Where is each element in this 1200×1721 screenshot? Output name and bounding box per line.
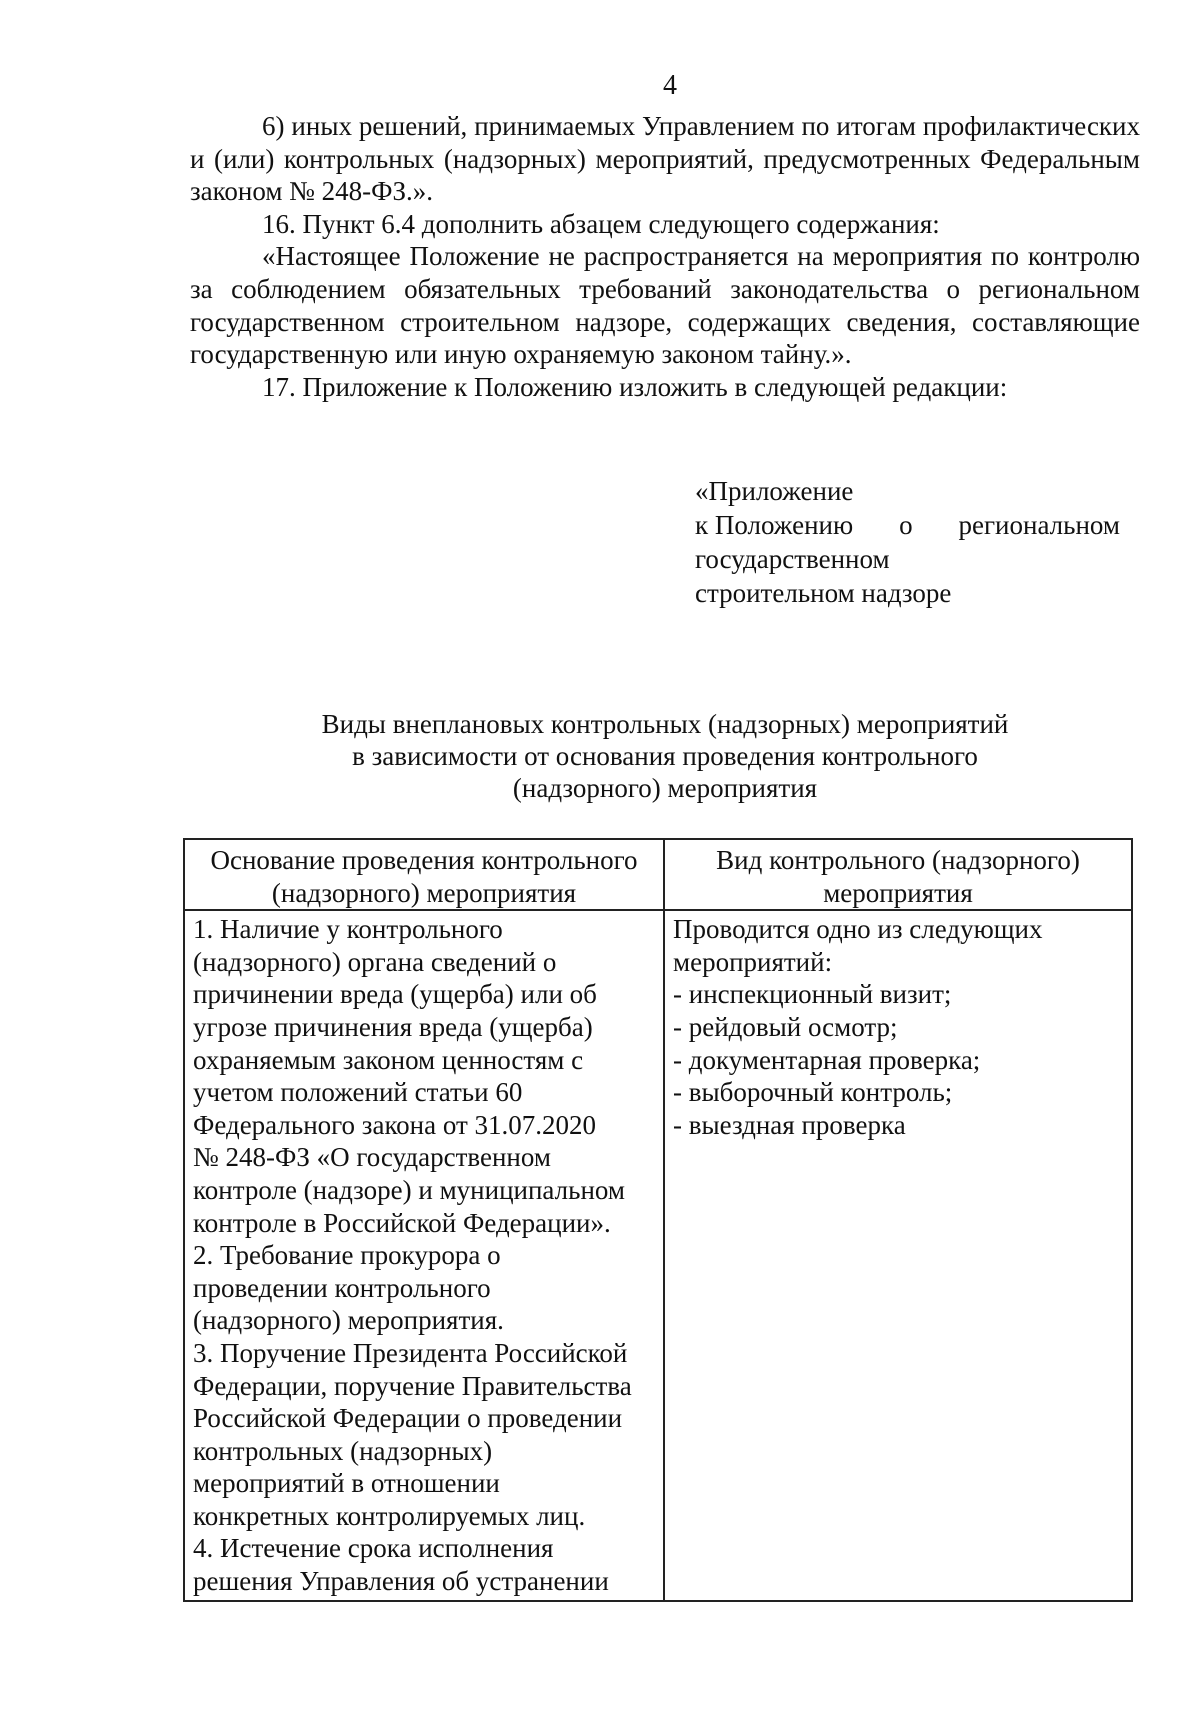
table-cell-line: 3. Поручение Президента Российской [193,1337,628,1368]
table-cell-line: контроле в Российской Федерации». [193,1207,611,1238]
table-cell-line: контрольных (надзорных) [193,1435,493,1466]
table-cell-line: - рейдовый осмотр; [673,1011,898,1042]
table-cell-line: - выездная проверка [673,1109,906,1140]
appendix-title: «Приложение [695,476,854,506]
document-title-line: в зависимости от основания проведения контрольного [352,741,978,771]
table-row [184,910,1132,1600]
table-cell-line: мероприятий: [673,946,833,977]
table-cell-line: Российской Федерации о проведении [193,1403,623,1434]
table-cell-line: - документарная проверка; [673,1044,981,1075]
table-header-row [184,839,1132,910]
document-title [190,708,1140,804]
table-cell-line: Проводится одно из следующих [673,914,1043,945]
table-cell-line: (надзорного) мероприятия. [193,1305,504,1336]
paragraph-point-16: 16. Пункт 6.4 дополнить абзацем следующего содержания: [262,208,940,239]
body-text [190,110,1140,403]
table-cell-line: (надзорного) органа сведений о [193,946,557,977]
appendix-word: к Положению [695,510,854,540]
paragraph-point-17: 17. Приложение к Положению изложить в следующей редакции: [262,371,1008,402]
table-cell-line: Федерации, поручение Правительства [193,1370,632,1401]
table-cell-line: Федерального закона от 31.07.2020 [193,1109,597,1140]
appendix-line-3: государственном [695,544,890,574]
table-cell-line: причинении вреда (ущерба) или об [193,979,597,1010]
table-cell-line: учетом положений статьи 60 [193,1077,523,1108]
table-cell-line: конкретных контролируемых лиц. [193,1500,586,1531]
table-cell-line: - инспекционный визит; [673,979,952,1010]
appendix-line-4: строительном надзоре [695,578,952,608]
table-cell-basis [184,910,664,1600]
table-cell-line: 2. Требование прокурора о [193,1240,501,1271]
table-cell-line: № 248-ФЗ «О государственном [193,1142,551,1173]
paragraph-item-6: 6) иных решений, принимаемых Управлением по итогам профилактических и (или) контрольных (надзорных) мероприятий, предусмотренных Федеральным законом № 248-ФЗ.». [190,111,1140,207]
table-cell-line: проведении контрольного [193,1272,491,1303]
appendix-line-2 [695,508,1120,542]
table-header-type: Вид контрольного (надзорного) мероприятия [664,839,1132,910]
table-header-basis: Основание проведения контрольного (надзорного) мероприятия [184,839,664,910]
table-cell-line: - выборочный контроль; [673,1077,953,1108]
table-cell-line: решения Управления об устранении [193,1566,609,1597]
table-cell-line: 1. Наличие у контрольного [193,914,503,945]
table-cell-line: мероприятий в отношении [193,1468,500,1499]
table-cell-line: угрозе причинения вреда (ущерба) [193,1011,593,1042]
appendix-word: региональном [958,510,1120,540]
table-cell-type [664,910,1132,1600]
appendix-word: о [899,510,913,540]
paragraph-quote: «Настоящее Положение не распространяется на мероприятия по контролю за соблюдением обязательных требований законодательства о региональном государственном строительном надзоре, содержащих сведения, составляющие государственную или иную охраняемую законом тайну.». [190,241,1140,370]
document-title-line: (надзорного) мероприятия [512,773,818,803]
inspection-types-table [183,838,1133,1602]
table-cell-line: охраняемым законом ценностям с [193,1044,584,1075]
appendix-header [695,474,1120,610]
document-title-line: Виды внеплановых контрольных (надзорных) мероприятий [321,709,1009,739]
page-number: 4 [663,70,677,101]
table-cell-line: 4. Истечение срока исполнения [193,1533,554,1564]
table-cell-line: контроле (надзоре) и муниципальном [193,1174,625,1205]
